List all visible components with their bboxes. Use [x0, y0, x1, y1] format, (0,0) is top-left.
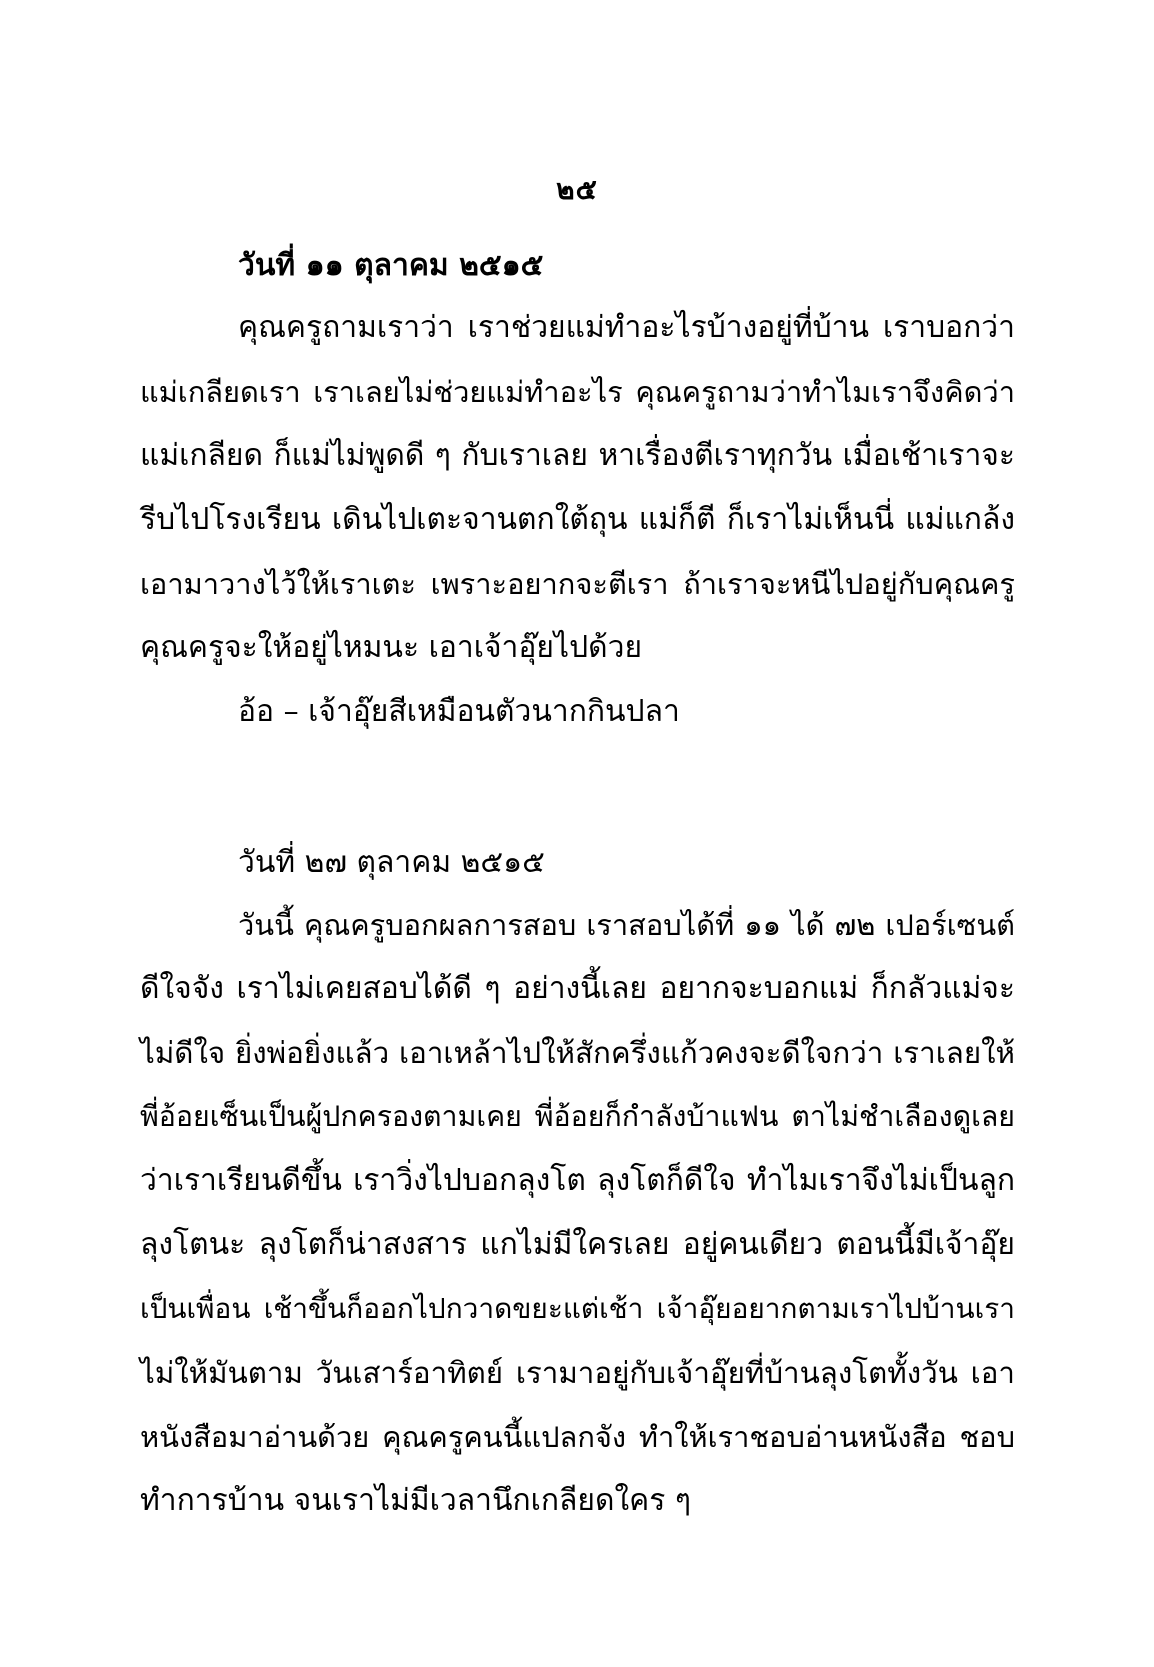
page-number: ๒๕: [556, 173, 598, 206]
paragraph-line: ไม่ให้มันตาม วันเสาร์อาทิตย์ เรามาอยู่กับเจ้าอุ๊ยที่บ้านลุงโตทั้งวัน เอา: [140, 1356, 1015, 1390]
paragraph-line: แม่เกลียด ก็แม่ไม่พูดดี ๆ กับเราเลย หาเรื่องตีเราทุกวัน เมื่อเช้าเราจะ: [140, 438, 1015, 473]
paragraph-line: คุณครูจะให้อยู่ไหมนะ เอาเจ้าอุ๊ยไปด้วย: [140, 630, 643, 665]
paragraph-line: เป็นเพื่อน เช้าขึ้นก็ออกไปกวาดขยะแต่เช้า เจ้าอุ๊ยอยากตามเราไปบ้านเรา: [140, 1292, 1015, 1325]
diary-entry: [140, 833, 1015, 1533]
paragraph-line: วันนี้ คุณครูบอกผลการสอบ เราสอบได้ที่ ๑๑ ได้ ๗๒ เปอร์เซนต์: [238, 908, 1015, 942]
paragraph-line: ไม่ดีใจ ยิ่งพ่อยิ่งแล้ว เอาเหล้าไปให้สักครึ่งแก้วคงจะดีใจกว่า เราเลยให้: [140, 1036, 1015, 1070]
paragraph-line: หนังสือมาอ่านด้วย คุณครูคนนี้แปลกจัง ทำให้เราชอบอ่านหนังสือ ชอบ: [140, 1420, 1015, 1454]
paragraph-line: ว่าเราเรียนดีขึ้น เราวิ่งไปบอกลุงโต ลุงโตก็ดีใจ ทำไมเราจึงไม่เป็นลูก: [140, 1163, 1015, 1198]
entry-date: วันที่ ๒๗ ตุลาคม ๒๕๑๕: [238, 845, 545, 880]
paragraph-line: คุณครูถามเราว่า เราช่วยแม่ทำอะไรบ้างอยู่ที่บ้าน เราบอกว่า: [238, 310, 1015, 345]
diary-entry: [140, 236, 1015, 744]
paragraph-line: พี่อ้อยเซ็นเป็นผู้ปกครองตามเคย พี่อ้อยก็กำลังบ้าแฟน ตาไม่ชำเลืองดูเลย: [140, 1100, 1015, 1133]
paragraph-line: แม่เกลียดเรา เราเลยไม่ช่วยแม่ทำอะไร คุณครูถามว่าทำไมเราจึงคิดว่า: [140, 375, 1015, 409]
paragraph-line: ทำการบ้าน จนเราไม่มีเวลานึกเกลียดใคร ๆ: [140, 1483, 691, 1518]
entry-date: วันที่ ๑๑ ตุลาคม ๒๕๑๕: [238, 248, 544, 283]
paragraph-line: เอามาวางไว้ให้เราเตะ เพราะอยากจะตีเรา ถ้าเราจะหนีไปอยู่กับคุณครู: [140, 567, 1015, 601]
paragraph-line: ลุงโตนะ ลุงโตก็น่าสงสาร แกไม่มีใครเลย อยู่คนเดียว ตอนนี้มีเจ้าอุ๊ย: [140, 1227, 1015, 1262]
paragraph-line: รีบไปโรงเรียน เดินไปเตะจานตกใต้ถุน แม่ก็ตี ก็เราไม่เห็นนี่ แม่แกล้ง: [140, 502, 1015, 537]
paragraph-line: ดีใจจัง เราไม่เคยสอบได้ดี ๆ อย่างนี้เลย อยากจะบอกแม่ ก็กลัวแม่จะ: [140, 971, 1015, 1006]
paragraph-line: อ้อ – เจ้าอุ๊ยสีเหมือนตัวนากกินปลา: [238, 694, 680, 729]
